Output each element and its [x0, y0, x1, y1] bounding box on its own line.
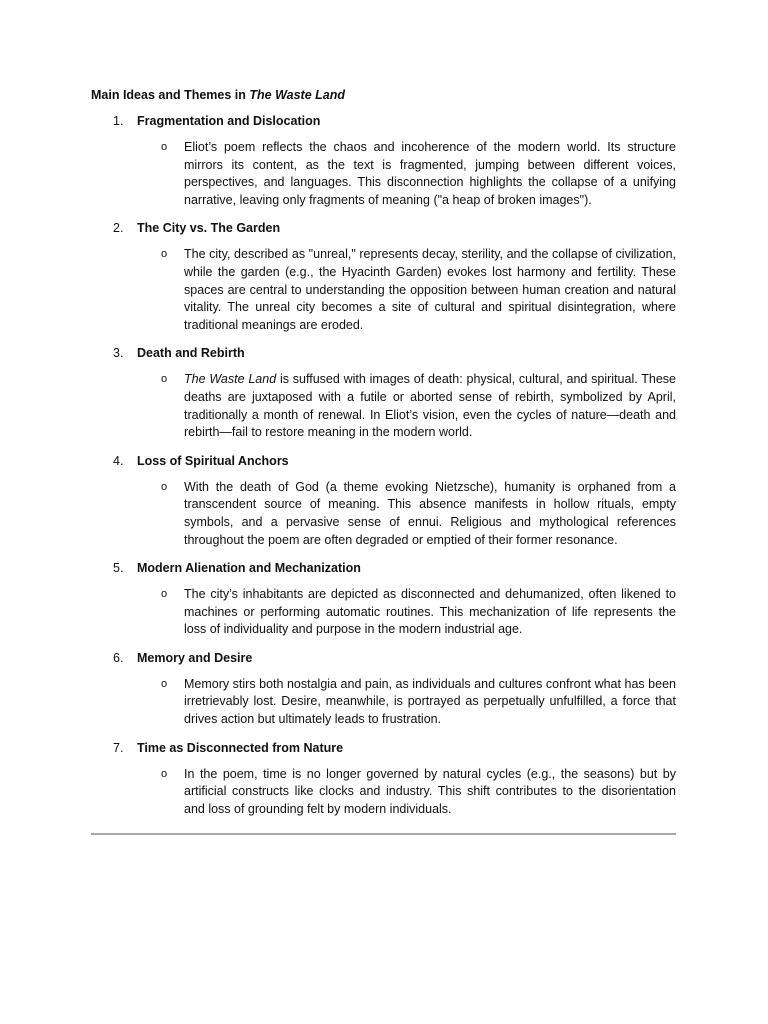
theme-number: 2. [113, 221, 124, 236]
horizontal-rule [91, 833, 676, 835]
theme-heading-text: Time as Disconnected from Nature [137, 740, 344, 755]
bullet-text: Memory stirs both nostalgia and pain, as individuals and cultures confront what has been irretrievably lost. Desire, meanwhile, is portrayed as perpetually unfulfilled, a force that drives action but ultimately leads to frustration. [184, 676, 676, 727]
theme-bullet [91, 766, 676, 819]
theme-item [91, 112, 676, 209]
theme-heading-text: Death and Rebirth [137, 346, 245, 361]
theme-heading-text: The City vs. The Garden [137, 221, 281, 236]
theme-item [91, 452, 676, 549]
document-page [91, 86, 676, 828]
bullet-circle-icon: o [161, 588, 168, 601]
bullet-circle-icon: o [161, 767, 168, 780]
title-prefix: Main Ideas and Themes in [91, 88, 250, 102]
bullet-circle-icon: o [161, 480, 168, 493]
theme-heading [91, 649, 676, 667]
theme-heading [91, 559, 676, 577]
bullet-circle-icon: o [161, 141, 168, 153]
theme-heading [91, 344, 676, 362]
theme-item [91, 219, 676, 334]
title-work: The Waste Land [249, 88, 345, 102]
theme-number: 6. [113, 650, 124, 665]
bullet-circle-icon: o [161, 373, 168, 386]
theme-heading [91, 739, 676, 757]
bullet-circle-icon: o [161, 248, 168, 261]
bullet-text: In the poem, time is no longer governed by natural cycles (e.g., the seasons) but by artificial constructs like clocks and industry. This shift contributes to the disorientation and loss of grounding felt by modern individuals. [184, 766, 676, 816]
bullet-text: Eliot’s poem reflects the chaos and incoherence of the modern world. Its structure mirrors its content, as the text is fragmented, jumping between different voices, perspectives, and languages. This disconnection highlights the collapse of a unifying narrative, leaving only fragments of meaning ("a heap of broken images"). [184, 140, 676, 207]
theme-heading-text: Loss of Spiritual Anchors [137, 453, 289, 468]
theme-item [91, 559, 676, 639]
theme-bullet [91, 139, 676, 209]
theme-item [91, 739, 676, 819]
bullet-circle-icon: o [161, 677, 168, 690]
bullet-text: The city’s inhabitants are depicted as disconnected and dehumanized, often likened to machines or performing automatic routines. This mechanization of life represents the loss of individuality and purpose in the modern industrial age. [184, 587, 676, 637]
theme-heading-text: Fragmentation and Dislocation [137, 114, 321, 128]
theme-bullet [91, 246, 676, 334]
document-title [91, 86, 676, 104]
theme-heading [91, 112, 676, 130]
bullet-italic-title: The Waste Land [184, 372, 277, 387]
bullet-text: With the death of God (a theme evoking Nietzsche), humanity is orphaned from a transcendent source of meaning. This absence manifests in hollow rituals, empty symbols, and a pervasive sense of ennui. Religious and mythological references throughout the poem are often degraded or emptied of their former resonance. [184, 479, 676, 547]
theme-item [91, 344, 676, 441]
theme-item [91, 649, 676, 729]
theme-heading [91, 219, 676, 237]
theme-bullet [91, 371, 676, 441]
theme-number: 5. [113, 561, 124, 576]
theme-number: 3. [113, 346, 124, 361]
theme-heading [91, 452, 676, 470]
bullet-text: is suffused with images of death: physical, cultural, and spiritual. These deaths are juxtaposed with a futile or aborted sense of rebirth, symbolized by April, traditionally a month of renewal. In Eliot’s vision, even the cycles of nature—death and rebirth—fail to restore meaning in the modern world. [184, 372, 677, 440]
theme-bullet [91, 479, 676, 549]
theme-heading-text: Memory and Desire [137, 650, 253, 665]
bullet-text: The city, described as "unreal," represents decay, sterility, and the collapse of civilization, while the garden (e.g., the Hyacinth Garden) evokes lost harmony and fertility. These spaces are central to understanding the opposition between human creation and natural vitality. The unreal city becomes a site of cultural and spiritual disintegration, where traditional meanings are eroded. [184, 247, 676, 332]
theme-number: 7. [113, 740, 124, 755]
themes-list [91, 112, 676, 818]
theme-bullet [91, 586, 676, 639]
theme-heading-text: Modern Alienation and Mechanization [137, 561, 361, 576]
theme-bullet [91, 676, 676, 729]
theme-number: 1. [113, 114, 124, 128]
theme-number: 4. [113, 453, 124, 468]
